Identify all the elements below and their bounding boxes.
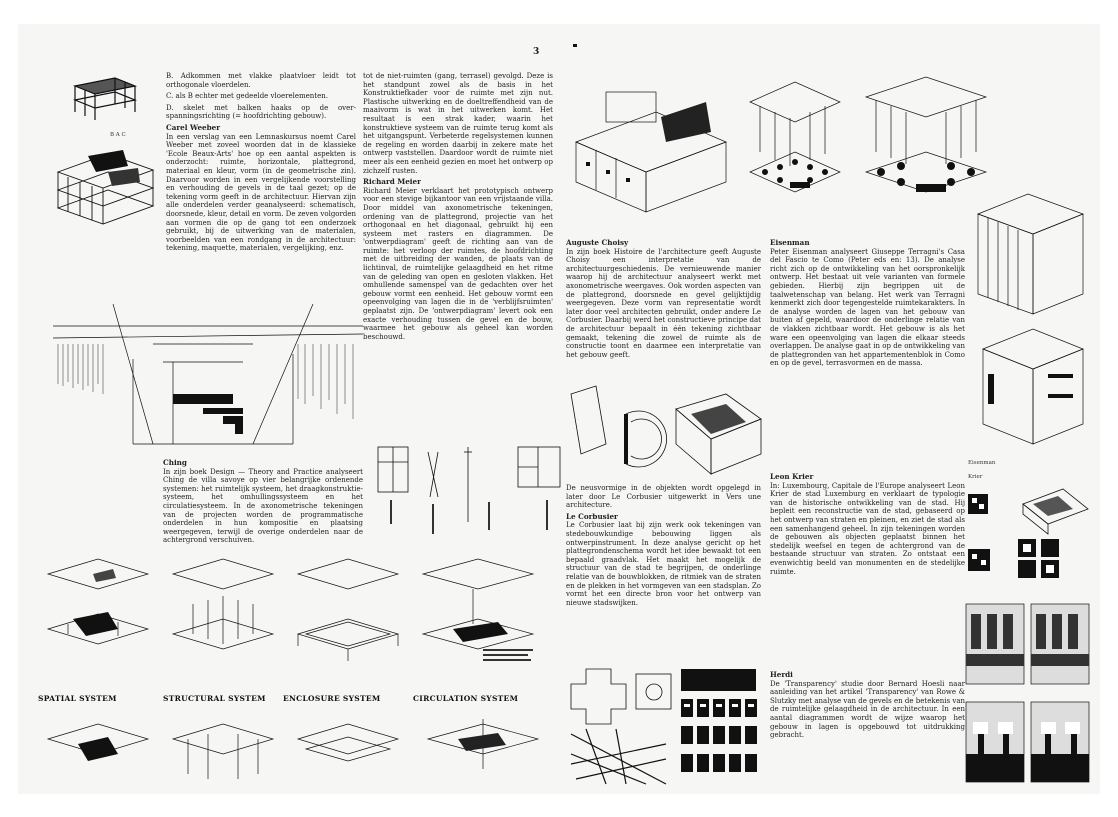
structural-system-axo: [163, 554, 283, 694]
circulation-system-axo: [413, 554, 543, 694]
label-circulation-system: CIRCULATION SYSTEM: [413, 694, 519, 703]
spatial-system-axo: [38, 554, 158, 694]
label-krier-small: Krier: [968, 474, 983, 480]
enclosure-system-axo: [288, 554, 408, 694]
list-item-b: B. Adkommen met vlakke plaatvloer leidt tot orthogonale vloerdelen.: [166, 72, 356, 89]
meier-plan-diagrams: [368, 442, 568, 552]
binding-mark: [573, 44, 577, 47]
text-column-ching: [163, 456, 363, 566]
abc-caption: B A C: [110, 132, 126, 138]
choisy-column-plan: [740, 72, 850, 232]
heading-le-corbusier: Le Corbusier: [566, 511, 618, 521]
hoesli-facade-panels: [963, 594, 1093, 794]
paragraph-meier: Richard Meier verklaart het prototypisch ontwerp voor een stevige bijkantoor van een vrijstaande villa. Door middel van axonometrische tekeningen, ordening van de plattegrond, projectie van het orthogonaal en het diagonaal, gebruikt hij een systeem met rasters en diagrammen. De 'ontwerpdiagram' geeft de richting aan van de ruimte: het verloop der ruimtes, de hoofdrichting met de uitbreiding der wanden, de plaats van de lichtinval, de ruimtelijke gelaagdheid en het ritme van de geleding van open en gesloten vlakken. Het omhullende samenspel van de gedachten over het gebouw vormt een eenheid. Het gebouw vormt een opeenvolging van lagen die in de 'verblijfsruimten' geplaatst zijn. De 'ontwerpdiagram' levert ook een exacte verhouding tussen de gevel en de bouw, waarmee het gebouw als geheel kan worden beschouwd.: [363, 186, 553, 341]
heading-eisenman: Eisenman: [770, 238, 810, 247]
paragraph-weeber: In een verslag van een Lemnaskursus noemt Carel Weeber met zoveel woorden dat in de klassieke 'Ecole Beaux-Arts' hoe op een aantal aspekten is onderzocht: ruimte, horizontale, plattegrond, materiaal en kleur, vorm (in de geometrische zin). Daarvoor worden in een vergelijkende voorstelling en verhouding de gevels in de taal gezet; op de tekening vorm geeft in de architectuur. Hiervan zijn alle onderdelen verder geanalyseerd: schematisch, doorsnede, kleur, detail en vorm. De zeven volgorden aan vormen die op de gang tot een onderzoek gebruikt, bij de uitwerking van de materialen, voorbeelden van een rondgang in de architectuur: tekening, maquette, materialen, vergelijking, enz.: [166, 132, 356, 253]
city-plan-drawings: [566, 664, 761, 789]
text-column-choisy: [566, 236, 761, 386]
magazine-spread: [18, 24, 1100, 794]
heading-ching: Ching: [163, 458, 187, 467]
paragraph-choisy: In zijn boek Histoire de l'architecture geeft Auguste Choisy een interpretatie van de architectuurgeschiedenis. De vernieuwende manier waarop hij de architectuur analyseert werkt met axonometrische weergaves. Ook worden aspecten van de plattegrond, doorsnede en gevel gelijktijdig weergegeven. Deze vorm van representatie wordt later door veel architecten gebruikt, onder andere Le Corbusier. Daarbij werd het constructieve principe dat de architectuur bepaalt in één tekening zichtbaar gemaakt, tekening die zowel de ruimte als de constructie toont en daarmee een interpretatie van het gebouw geeft.: [566, 247, 761, 359]
heading-richard-meier: Richard Meier: [363, 177, 421, 187]
frame-axonometric-figure: [70, 72, 140, 130]
paragraph-eisenman: Peter Eisenman analyseert Giuseppe Terragni's Casa del Fascio te Como (Peter eds en: 13). De analyse richt zich op de ontwikkeling van het oorspronkelijk ontwerp. Het bestaat uit vele varianten van formele gebieden. Hierbij zijn begrippen uit de taalwetenschap van belang. Het werk van Terragni kenmerkt zich door tegengestelde ruimtekarakters. In de analyse worden de lagen van het gebouw van buiten af gepeld, waardoor de onderlinge relatie van de vlakken zichtbaar wordt. Het gebouw is als het ware een opeenvolging van lagen die elkaar steeds overlappen. De analyse gaat in op de ontwikkeling van de plattegronden van het appartementenblok in Como en op de gevel, terrasvormen en de massa.: [770, 247, 965, 368]
caption-choisy: De neusvormige in de objekten wordt opgelegd in later door Le Corbusier uitgewerkt in Vers une architecture.: [566, 484, 761, 510]
perspective-section-drawing: [53, 304, 363, 464]
heading-herdi: Herdi: [770, 670, 793, 679]
heading-leon-krier: Leon Krier: [770, 472, 814, 481]
list-item-c: C. als B echter met gedeelde vloerelementen.: [166, 92, 328, 101]
label-enclosure-system: ENCLOSURE SYSTEM: [283, 694, 381, 703]
eisenman-layered-volumes: [968, 184, 1093, 454]
layered-building-figure: [48, 142, 158, 232]
paragraph-corbusier: Le Corbusier laat bij zijn werk ook tekeningen van stedebouwkundige bebouwing liggen als ontwerpinstrument. In deze analyse gericht op het plattegrondenschema wordt het idee bewaakt tot een bepaald graadvlak. Het maakt het mogelijk de structuur van de stad te begrijpen, de onderlinge relatie van de bouwblokken, de ritmiek van de straten en de plekken in het vormgeven van een stadsplan. Zo vormt het een directe bron voor het ontwerp van nieuwe stadswijken.: [566, 521, 761, 607]
paragraph-continued: tot de niet-ruimten (gang, terrasel) gevolgd. Deze is het standpunt zowel als de basis in het Konstruktiefkader voor de ruimte met zijn nut. Plastische uitwerking en de doeltreffendheid van de maaivorm is wat in het uitwerken komt. Het resultaat is een strak kader, waarin het konstruktieve systeem van de ruimte terug komt als het uitgangspunt. Verbeterde regelsystemen kunnen de regeling en worden daarbij in zekere mate het ontwerp vaststellen. Daardoor wordt de ruimte niet meer als een eenheid gezien en moet het ontwerp op zichzelf rusten.: [363, 72, 553, 175]
systems-bottom-axonometrics: [38, 709, 548, 789]
label-eisenman-small: Eisenman: [968, 460, 996, 466]
heading-carel-weeber: Carel Weeber: [166, 122, 220, 132]
choisy-circular-plan: [566, 384, 766, 484]
text-column-krier: [770, 470, 965, 665]
text-column-eisenman: [770, 236, 965, 466]
text-column-weeber: [166, 72, 356, 342]
text-column-meier: [363, 72, 553, 442]
label-structural-system: STRUCTURAL SYSTEM: [163, 694, 266, 703]
text-column-corbusier: [566, 484, 761, 684]
paragraph-hoesli: De 'Transparency' studie door Bernard Hoesli naar aanleiding van het artikel 'Transparency' van Rowe & Slutzky met analyse van de gevels en de betekenis van de ruimtelijke gelaagdheid in de architectuur. In een aantal diagrammen wordt de wijze waarop het gebouw in lagen is opgebouwd tot uitdrukking gebracht.: [770, 679, 965, 740]
label-spatial-system: SPATIAL SYSTEM: [38, 694, 117, 703]
list-item-d: D. skelet met balken haaks op de over-spanningsrichting (= hoofdrichting gebouw).: [166, 103, 356, 121]
page-number: 3: [533, 47, 540, 57]
choisy-temple-axonometric: [566, 72, 736, 237]
text-column-hoesli: [770, 668, 965, 789]
krier-city-maps: [963, 484, 1093, 584]
paragraph-ching: In zijn boek Design — Theory and Practice analyseert Ching de villa savoye op vier belangrijke ordenende systemen: het ruimtelijk systeem, het draagkonstruktie-systeem, het omhullingssysteem en het circulatiesysteem. In de axonometrische tekeningen van de projecten worden de programmatische onderdelen in hun kompositie en plaatsing weergegeven, terwijl de overige onderdelen naar de achtergrond verschuiven.: [163, 467, 363, 545]
heading-auguste-choisy: Auguste Choisy: [566, 238, 629, 247]
paragraph-krier: In: Luxembourg, Capitale de l'Europe analyseert Leon Krier de stad Luxemburg en verklaart de typologie van de historische ontwikkeling van de stad. Hij bepleit een reconstructie van de stad, gebaseerd op het ontwerp van straten en pleinen, en ziet de stad als een samenhangend geheel. In zijn tekeningen worden de gebouwen als objecten geplaatst binnen het stedelijk weefsel en tegen de achtergrond van de bestaande structuur van straten. Zo ontstaat een evenwichtig beeld van monumenten en de stedelijke ruimte.: [770, 481, 965, 576]
